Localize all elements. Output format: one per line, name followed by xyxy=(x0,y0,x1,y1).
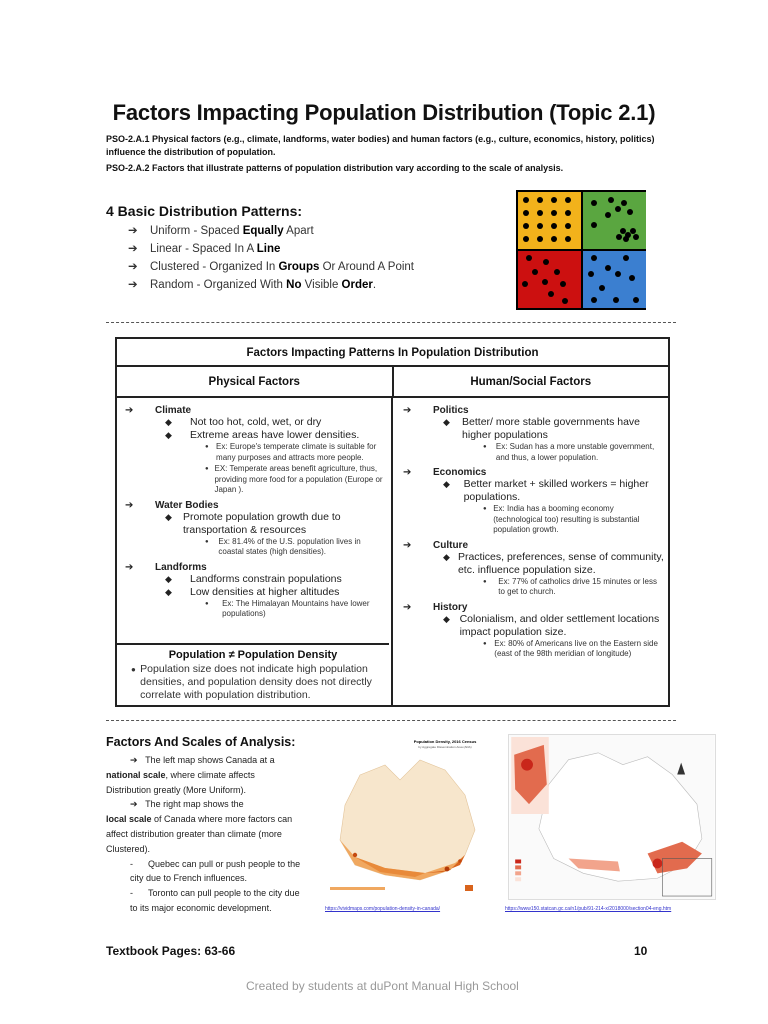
arrow-icon: ➔ xyxy=(403,539,412,551)
canada-local-map xyxy=(508,734,716,900)
pattern-clustered: ➔ Clustered - Organized In Groups Or Around A Point xyxy=(128,258,414,276)
factor-politics: ➔ Politics xyxy=(403,405,469,416)
diamond-icon: ◆ xyxy=(165,511,172,522)
factor-culture: ➔ Culture xyxy=(403,539,468,551)
arrow-icon: ➔ xyxy=(403,405,412,416)
bullet-icon: ● xyxy=(483,444,487,450)
arrow-icon: ➔ xyxy=(128,279,138,291)
diamond-icon: ◆ xyxy=(443,613,450,624)
clustered-pattern-quadrant xyxy=(583,192,646,249)
source-link-vividmaps[interactable]: https://vividmaps.com/population-density-in-canada/ xyxy=(325,906,441,912)
bullet-icon: ● xyxy=(483,506,487,512)
factor-economics: ➔ Economics xyxy=(403,467,487,478)
patterns-list xyxy=(128,222,414,294)
scale-text: ➔ The left map shows Canada at a national scale, where climate affects Distribution greatly (More Uniform). ➔ The right map shows the local scale of Canada where more factors can affect distribution greater than climate (more Clustered). - Quebec can pull or push people to the city due to French influences. - Toronto can pull people to the city due to its major economic development. xyxy=(106,755,301,913)
credit-text: Created by students at duPont Manual High School xyxy=(246,979,519,993)
standard-pso-2a2: PSO-2.A.2 Factors that illustrate patterns of population distribution vary according to the scale of analysis. xyxy=(106,163,564,173)
arrow-icon: ➔ xyxy=(130,799,138,810)
population-density-text: Population size does not indicate high population densities, and population density does not directly correlate with population distribution. xyxy=(140,663,372,701)
arrow-icon: ➔ xyxy=(403,601,412,613)
page-number: 10 xyxy=(634,944,648,958)
arrow-icon: ➔ xyxy=(403,467,412,478)
bullet-icon: ● xyxy=(205,444,209,450)
canada-national-map xyxy=(325,735,490,900)
linear-pattern-quadrant xyxy=(583,251,646,308)
patterns-heading: 4 Basic Distribution Patterns: xyxy=(106,203,303,219)
pattern-uniform: ➔ Uniform - Spaced Equally Apart xyxy=(128,222,414,240)
random-pattern-quadrant xyxy=(518,251,581,308)
arrow-icon: ➔ xyxy=(128,243,138,255)
factor-landforms: ➔ Landforms xyxy=(125,561,207,573)
factor-history: ➔ History xyxy=(403,601,468,613)
bullet-icon: ● xyxy=(483,640,487,647)
human-factors-heading: Human/Social Factors xyxy=(470,376,592,388)
arrow-icon: ➔ xyxy=(128,225,138,237)
scale-heading: Factors And Scales of Analysis: xyxy=(106,735,296,749)
arrow-icon: ➔ xyxy=(125,561,134,573)
diamond-icon: ◆ xyxy=(165,586,172,597)
arrow-icon: ➔ xyxy=(128,261,138,273)
divider xyxy=(106,720,676,721)
divider xyxy=(106,322,676,323)
map1-title: Population Density, 2016 Census xyxy=(413,739,477,744)
population-density-title: Population ≠ Population Density xyxy=(168,649,338,661)
distribution-patterns-diagram xyxy=(516,190,646,310)
bullet-icon: ● xyxy=(483,578,487,585)
physical-factors-column: ➔ Climate ◆ Not too hot, cold, wet, or dry ◆ Extreme areas have lower densities. ● Ex: Europe's temperate climate is suitable for many purposes and attracts more people. ● EX: Temperate areas benefit agriculture, thus, providing more food for a population (Europe or Japan ). ➔ Water Bodies ◆ Promote population growth due to transportation & resources ● Ex: 81.4% of the U.S. population lives in coastal states (high densities). ➔ Landforms ◆ Landforms constrain populations ◆ Low densities at higher altitudes ● Ex: The Himalayan Mountains have lower populations) xyxy=(125,403,387,621)
human-factors-column: ➔ Politics ◆ Better/ more stable governments have higher populations ● Ex: Sudan has a more unstable government, and thus, a lower population. ➔ Economics ◆ Better market + skilled workers = higher populations. ● Ex: India has a booming economy (technological too) resulting is substantial population growth. ➔ Culture ◆ Practices, preferences, sense of community, etc. influence population size. ● Ex: 77% of catholics drive 15 minutes or less to get to church. ➔ History ◆ Colonialism, and older settlement locations impact population size. ● Ex: 80% of Americans live on the Eastern side (east of the 98th meridian of longitude) xyxy=(403,405,664,658)
physical-factors-heading: Physical Factors xyxy=(117,367,394,396)
arrow-icon: ➔ xyxy=(125,405,134,416)
bullet-icon: ● xyxy=(205,466,209,472)
diamond-icon: ◆ xyxy=(443,479,450,489)
arrow-icon: ➔ xyxy=(130,755,138,765)
pattern-linear: ➔ Linear - Spaced In A Line xyxy=(128,240,414,258)
pattern-random: ➔ Random - Organized With No Visible Order. xyxy=(128,276,414,294)
table-title: Factors Impacting Patterns In Population Distribution xyxy=(117,339,668,367)
arrow-icon: ➔ xyxy=(125,499,134,511)
source-link-statcan[interactable]: https://www150.statcan.gc.ca/n1/pub/91-214-x/2018000/section04-eng.htm xyxy=(505,906,672,912)
diamond-icon: ◆ xyxy=(165,430,172,440)
factors-table xyxy=(115,337,670,707)
standard-pso-2a1: PSO-2.A.1 Physical factors (e.g., climate, landforms, water bodies) and human factors (e.g., culture, economics, history, politics) influence the distribution of population. xyxy=(106,134,655,157)
map1-subtitle: by Aggregate Dissemination Area (ADA) xyxy=(418,745,472,749)
diamond-icon: ◆ xyxy=(443,417,450,427)
bullet-icon: ● xyxy=(131,665,136,674)
bullet-icon: ● xyxy=(205,600,209,607)
population-density-note xyxy=(117,643,389,707)
bullet-icon: ● xyxy=(205,538,209,545)
diamond-icon: ◆ xyxy=(165,573,172,584)
factor-water-bodies: ➔ Water Bodies xyxy=(125,499,219,511)
diamond-icon: ◆ xyxy=(443,551,450,562)
factor-climate: ➔ Climate xyxy=(125,405,192,416)
diamond-icon: ◆ xyxy=(165,417,172,427)
textbook-pages: Textbook Pages: 63-66 xyxy=(106,944,236,958)
uniform-pattern-quadrant xyxy=(518,192,581,249)
page-title: Factors Impacting Population Distribution (Topic 2.1) xyxy=(112,100,656,125)
